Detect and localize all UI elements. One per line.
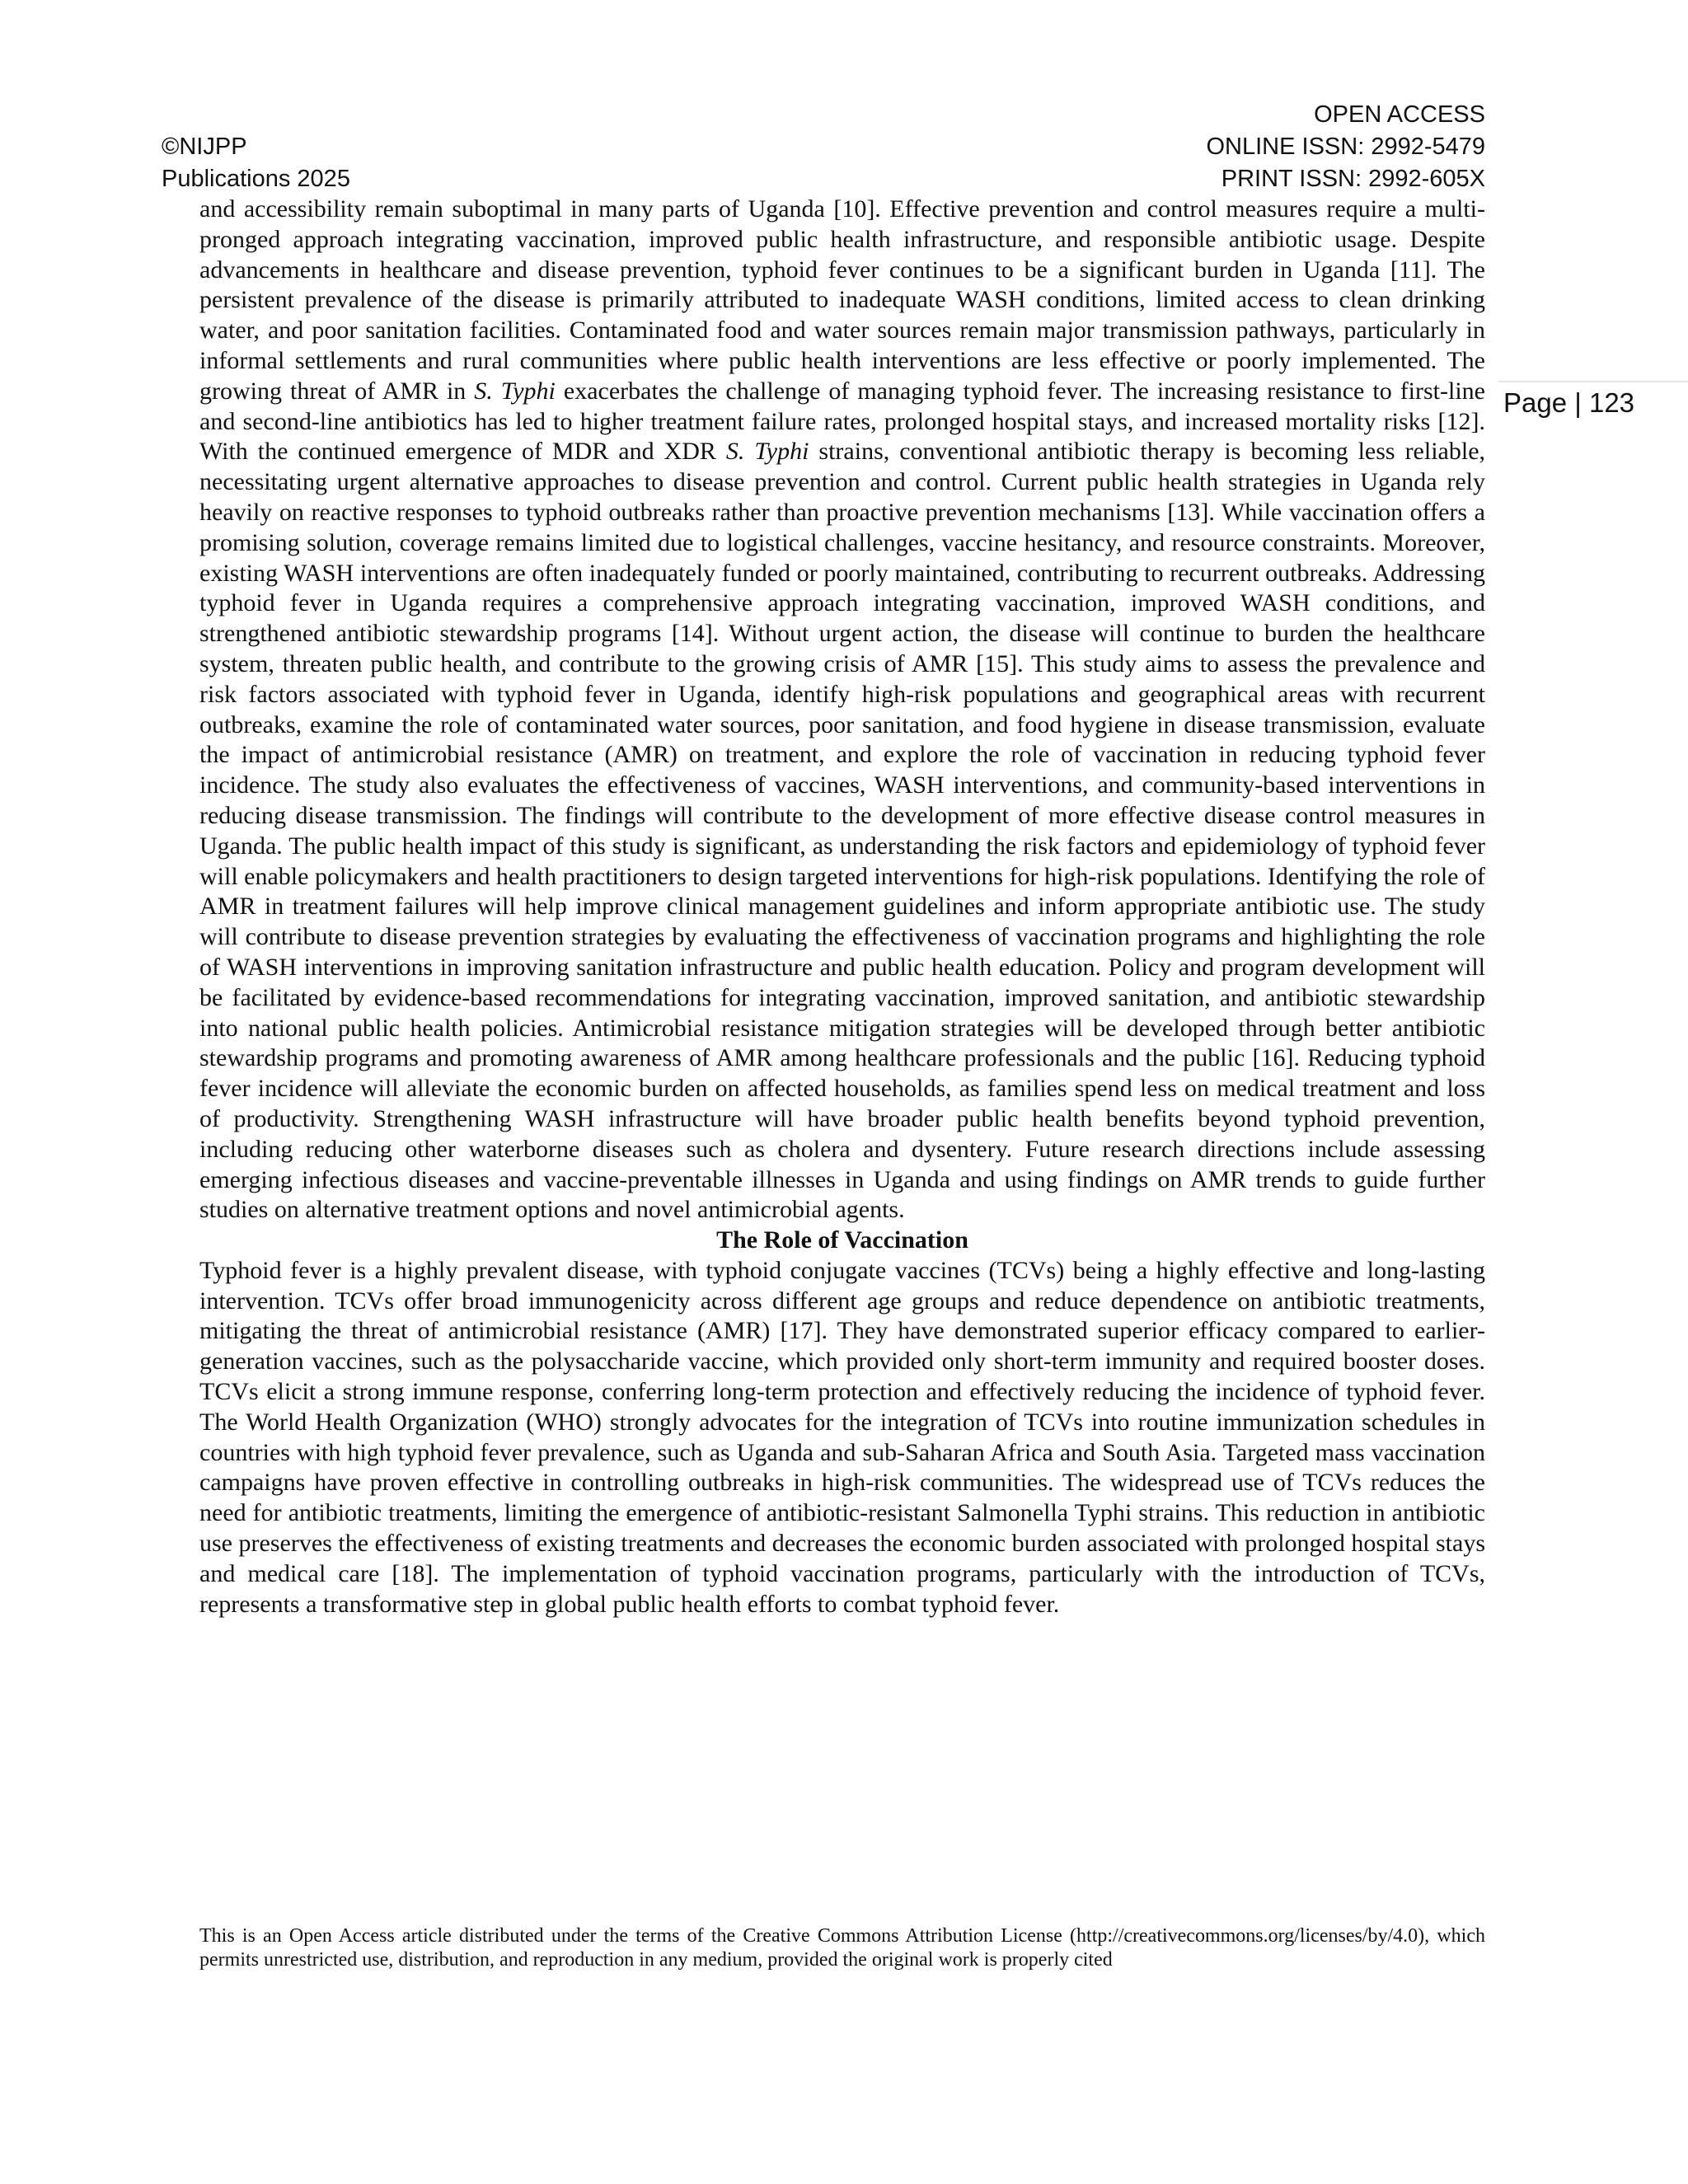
publication-year: Publications 2025	[162, 166, 350, 192]
print-issn: PRINT ISSN: 2992-605X	[1221, 166, 1485, 192]
body-paragraph	[199, 194, 1485, 1226]
online-issn: ONLINE ISSN: 2992-5479	[1206, 134, 1485, 160]
article-body	[199, 194, 1485, 1619]
organism-name: S. Typhi	[725, 438, 809, 466]
section-heading: The Role of Vaccination	[716, 1226, 968, 1254]
journal-name: ©NIJPP	[162, 134, 247, 160]
organism-name: S. Typhi	[474, 377, 556, 405]
header-right	[1206, 99, 1485, 195]
paragraph-text: and accessibility remain suboptimal in many parts of Uganda [10]. Effective prevention and control measures require a multi-pronged approach integrating vaccination, improved public health infrastructure, and responsible antibiotic usage. Despite advancements in healthcare and disease prevention, typhoid fever continues to be a significant burden in Uganda [11]. The persistent prevalence of the disease is primarily attributed to inadequate WASH conditions, limited access to clean drinking water, and poor sanitation facilities. Contaminated food and water sources remain major transmission pathways, particularly in informal settlements and rural communities where public health interventions are less effective or poorly implemented. The growing threat of AMR in	[199, 195, 1485, 405]
page-number: Page | 123	[1498, 381, 1688, 424]
header-left	[162, 131, 350, 195]
paragraph-text: exacerbates the challenge of managing typhoid fever. The increasing resistance to first-line and second-line antibiotics has led to higher treatment failure rates, prolonged hospital stays, and increased mortality risks [12]. With the continued emergence of MDR and XDR	[199, 377, 1485, 466]
body-paragraph: Typhoid fever is a highly prevalent disease, with typhoid conjugate vaccines (TCVs) being a highly effective and long-lasting intervention. TCVs offer broad immunogenicity across different age groups and reduce dependence on antibiotic treatments, mitigating the threat of antimicrobial resistance (AMR) [17]. They have demonstrated superior efficacy compared to earlier-generation vaccines, such as the polysaccharide vaccine, which provided only short-term immunity and required booster doses. TCVs elicit a strong immune response, conferring long-term protection and effectively reducing the incidence of typhoid fever. The World Health Organization (WHO) strongly advocates for the integration of TCVs into routine immunization schedules in countries with high typhoid fever prevalence, such as Uganda and sub-Saharan Africa and South Asia. Targeted mass vaccination campaigns have proven effective in controlling outbreaks in high-risk communities. The widespread use of TCVs reduces the need for antibiotic treatments, limiting the emergence of antibiotic-resistant Salmonella Typhi strains. This reduction in antibiotic use preserves the effectiveness of existing treatments and decreases the economic burden associated with prolonged hospital stays and medical care [18]. The implementation of typhoid vaccination programs, particularly with the introduction of TCVs, represents a transformative step in global public health efforts to combat typhoid fever.	[199, 1256, 1485, 1618]
paragraph-text: strains, conventional antibiotic therapy is becoming less reliable, necessitating urgent alternative approaches to disease prevention and control. Current public health strategies in Uganda rely heavily on reactive responses to typhoid outbreaks rather than proactive prevention mechanisms [13]. While vaccination offers a promising solution, coverage remains limited due to logistical challenges, vaccine hesitancy, and resource constraints. Moreover, existing WASH interventions are often inadequately funded or poorly maintained, contributing to recurrent outbreaks. Addressing typhoid fever in Uganda requires a comprehensive approach integrating vaccination, improved WASH conditions, and strengthened antibiotic stewardship programs [14]. Without urgent action, the disease will continue to burden the healthcare system, threaten public health, and contribute to the growing crisis of AMR [15]. This study aims to assess the prevalence and risk factors associated with typhoid fever in Uganda, identify high-risk populations and geographical areas with recurrent outbreaks, examine the role of contaminated water sources, poor sanitation, and food hygiene in disease transmission, evaluate the impact of antimicrobial resistance (AMR) on treatment, and explore the role of vaccination in reducing typhoid fever incidence. The study also evaluates the effectiveness of vaccines, WASH interventions, and community-based interventions in reducing disease transmission. The findings will contribute to the development of more effective disease control measures in Uganda. The public health impact of this study is significant, as understanding the risk factors and epidemiology of typhoid fever will enable policymakers and health practitioners to design targeted interventions for high-risk populations. Identifying the role of AMR in treatment failures will help improve clinical management guidelines and inform appropriate antibiotic use. The study will contribute to disease prevention strategies by evaluating the effectiveness of vaccination programs and highlighting the role of WASH interventions in improving sanitation infrastructure and public health education. Policy and program development will be facilitated by evidence-based recommendations for integrating vaccination, improved sanitation, and antibiotic stewardship into national public health policies. Antimicrobial resistance mitigation strategies will be developed through better antibiotic stewardship programs and promoting awareness of AMR among healthcare professionals and the public [16]. Reducing typhoid fever incidence will alleviate the economic burden on affected households, as families spend less on medical treatment and loss of productivity. Strengthening WASH infrastructure will have broader public health benefits beyond typhoid prevention, including reducing other waterborne diseases such as cholera and dysentery. Future research directions include assessing emerging infectious diseases and vaccine-preventable illnesses in Uganda and using findings on AMR trends to guide further studies on alternative treatment options and novel antimicrobial agents.	[199, 438, 1486, 1224]
license-footer: This is an Open Access article distributed under the terms of the Creative Commons Attribution License (http://creativecommons.org/licenses/by/4.0), which permits unrestricted use, distribution, and reproduction in any medium, provided the original work is properly cited	[199, 1925, 1485, 1971]
open-access-label: OPEN ACCESS	[1314, 101, 1485, 128]
